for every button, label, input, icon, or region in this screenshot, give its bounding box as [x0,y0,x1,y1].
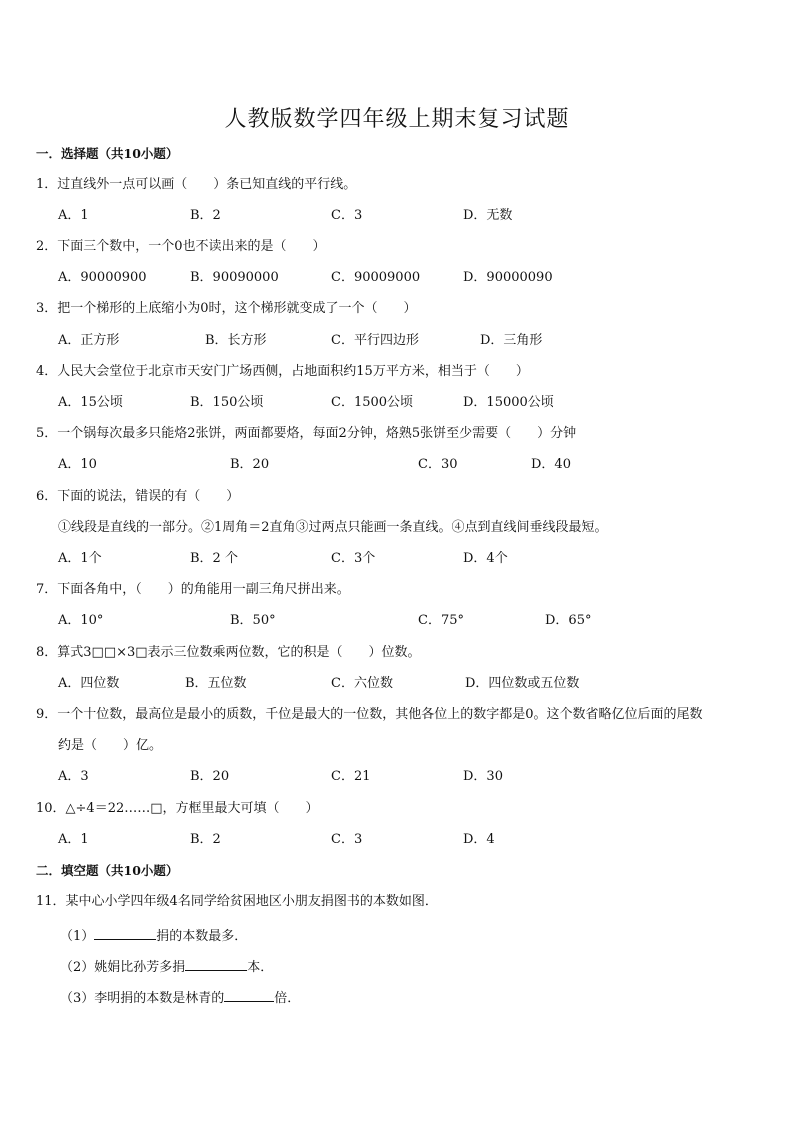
q5-option-b: B．20 [230,457,270,472]
question-6-stem: 6．下面的说法，错误的有（ ） [36,489,240,504]
q10-option-a: A．1 [58,832,89,847]
q11-part-1 [60,925,247,946]
question-11-stem: 11．某中心小学四年级4名同学给贫困地区小朋友捐图书的本数如图． [36,894,438,909]
q2-option-a: A．90000900 [58,270,147,285]
section-heading-fill-in: 二．填空题（共10小题） [36,863,179,878]
q11-part-2-suffix: 本． [247,960,274,975]
q3-option-b: B．长方形 [205,333,267,348]
q1-option-d: D．无数 [463,208,513,223]
q5-option-c: C．30 [418,457,458,472]
q5-option-d: D．40 [531,457,571,472]
question-4-stem: 4．人民大会堂位于北京市天安门广场西侧，占地面积约15万平方米，相当于（ ） [36,364,529,379]
q11-part-2-blank[interactable] [185,956,247,971]
question-6-statements: ①线段是直线的一部分。②1周角＝2直角③过两点只能画一条直线。④点到直线间垂线段最短。 [58,520,608,535]
q11-part-3-blank[interactable] [224,987,274,1002]
question-7-stem: 7．下面各角中，（ ）的角能用一副三角尺拼出来。 [36,582,350,597]
question-3-stem: 3．把一个梯形的上底缩小为0时，这个梯形就变成了一个（ ） [36,301,417,316]
q2-option-c: C．90009000 [331,270,421,285]
q1-option-c: C．3 [331,208,363,223]
question-8-stem: 8．算式3□□×3□表示三位数乘两位数，它的积是（ ）位数。 [36,645,421,660]
q11-part-2 [60,956,273,977]
q4-option-c: C．1500公顷 [331,395,414,410]
q4-option-a: A．15公顷 [58,395,123,410]
q5-option-a: A．10 [58,457,97,472]
q10-option-d: D．4 [463,832,495,847]
q8-option-d: D．四位数或五位数 [465,676,580,691]
question-1-stem: 1．过直线外一点可以画（ ）条已知直线的平行线。 [36,177,357,192]
q6-option-a: A．1个 [58,551,102,566]
q7-option-c: C．75° [418,613,464,628]
q11-part-1-blank[interactable] [94,925,156,940]
q3-option-d: D．三角形 [480,333,543,348]
q7-option-a: A．10° [58,613,104,628]
question-9-stem: 9．一个十位数，最高位是最小的质数，千位是最大的一位数，其他各位上的数字都是0。这个数省略亿位后面的尾数 [36,707,703,722]
q3-option-c: C．平行四边形 [331,333,419,348]
q4-option-d: D．15000公顷 [463,395,554,410]
q8-option-c: C．六位数 [331,676,393,691]
question-2-stem: 2．下面三个数中，一个0也不读出来的是（ ） [36,239,326,254]
q9-option-a: A．3 [58,769,89,784]
q1-option-b: B．2 [190,208,221,223]
q3-option-a: A．正方形 [58,333,120,348]
section-heading-choice: 一．选择题（共10小题） [36,146,179,161]
q2-option-d: D．90000090 [463,270,553,285]
page-title: 人教版数学四年级上期末复习试题 [224,107,570,132]
question-10-stem: 10．△÷4＝22……□，方框里最大可填（ ） [36,801,319,816]
q6-option-d: D．4个 [463,551,508,566]
q10-option-c: C．3 [331,832,363,847]
q11-part-3-prefix: （3）李明捐的本数是林青的 [60,991,225,1006]
q11-part-1-prefix: （1） [60,929,95,944]
q11-part-1-suffix: 捐的本数最多． [156,929,248,944]
q2-option-b: B．90090000 [190,270,279,285]
q4-option-b: B．150公顷 [190,395,264,410]
q6-option-b: B．2 个 [190,551,238,566]
q9-option-b: B．20 [190,769,230,784]
question-9-stem-continued: 约是（ ）亿。 [58,738,163,753]
q7-option-d: D．65° [545,613,592,628]
q10-option-b: B．2 [190,832,221,847]
q11-part-2-prefix: （2）姚娟比孙芳多捐 [60,960,186,975]
q9-option-d: D．30 [463,769,503,784]
q9-option-c: C．21 [331,769,371,784]
q1-option-a: A．1 [58,208,89,223]
q7-option-b: B．50° [230,613,276,628]
q11-part-3 [60,987,300,1008]
q6-option-c: C．3个 [331,551,376,566]
q8-option-a: A．四位数 [58,676,120,691]
question-5-stem: 5．一个锅每次最多只能烙2张饼，两面都要烙，每面2分钟，烙熟5张饼至少需要（ ）分钟 [36,426,577,441]
q8-option-b: B．五位数 [185,676,247,691]
q11-part-3-suffix: 倍． [274,991,301,1006]
